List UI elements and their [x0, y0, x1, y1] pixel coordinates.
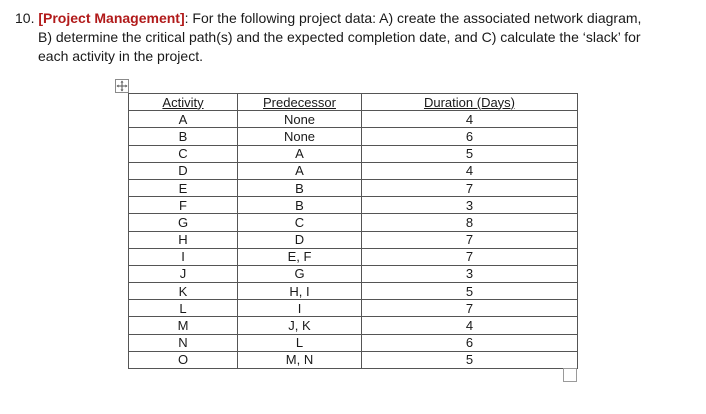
- cell-predecessor: L: [238, 334, 362, 351]
- table-row: [129, 162, 578, 179]
- table-row: [129, 214, 578, 231]
- header-predecessor: Predecessor: [238, 94, 362, 111]
- cell-duration: 5: [362, 351, 578, 368]
- cell-predecessor: B: [238, 197, 362, 214]
- header-duration: Duration (Days): [362, 94, 578, 111]
- cell-predecessor: None: [238, 128, 362, 145]
- cell-predecessor: H, I: [238, 283, 362, 300]
- table-row: [129, 317, 578, 334]
- table-move-handle[interactable]: [115, 79, 129, 93]
- cell-duration: 3: [362, 197, 578, 214]
- cell-predecessor: G: [238, 265, 362, 282]
- cell-duration: 4: [362, 162, 578, 179]
- table-row: [129, 197, 578, 214]
- cell-predecessor: M, N: [238, 351, 362, 368]
- cell-duration: 4: [362, 111, 578, 128]
- cell-predecessor: B: [238, 179, 362, 196]
- header-activity: Activity: [129, 94, 238, 111]
- cell-activity: I: [129, 248, 238, 265]
- question-line-1: [15, 9, 695, 28]
- table-header-row: [129, 94, 578, 111]
- cell-activity: F: [129, 197, 238, 214]
- table-row: [129, 300, 578, 317]
- question-topic: [Project Management]: [38, 10, 185, 26]
- cell-duration: 7: [362, 231, 578, 248]
- cell-activity: E: [129, 179, 238, 196]
- table-row: [129, 179, 578, 196]
- cell-activity: B: [129, 128, 238, 145]
- table-row: [129, 334, 578, 351]
- question-number: 10.: [15, 10, 35, 26]
- question-line-3: each activity in the project.: [38, 48, 203, 64]
- move-icon: [116, 80, 128, 92]
- cell-predecessor: A: [238, 162, 362, 179]
- cell-predecessor: J, K: [238, 317, 362, 334]
- table-row: [129, 111, 578, 128]
- cell-activity: A: [129, 111, 238, 128]
- cell-predecessor: D: [238, 231, 362, 248]
- cell-predecessor: C: [238, 214, 362, 231]
- cell-activity: O: [129, 351, 238, 368]
- cell-duration: 7: [362, 179, 578, 196]
- cell-activity: G: [129, 214, 238, 231]
- cell-duration: 6: [362, 334, 578, 351]
- question-line-1-text: : For the following project data: A) create the associated network diagram,: [184, 10, 642, 26]
- cell-predecessor: E, F: [238, 248, 362, 265]
- cell-activity: K: [129, 283, 238, 300]
- cell-duration: 6: [362, 128, 578, 145]
- table-row: [129, 248, 578, 265]
- cell-activity: J: [129, 265, 238, 282]
- cell-predecessor: None: [238, 111, 362, 128]
- table-resize-handle[interactable]: [563, 368, 577, 382]
- cell-activity: M: [129, 317, 238, 334]
- cell-duration: 3: [362, 265, 578, 282]
- cell-duration: 7: [362, 300, 578, 317]
- cell-duration: 7: [362, 248, 578, 265]
- cell-duration: 5: [362, 283, 578, 300]
- cell-activity: L: [129, 300, 238, 317]
- table-row: [129, 231, 578, 248]
- project-data-table: [128, 93, 578, 369]
- cell-activity: N: [129, 334, 238, 351]
- cell-predecessor: A: [238, 145, 362, 162]
- cell-activity: D: [129, 162, 238, 179]
- cell-predecessor: I: [238, 300, 362, 317]
- cell-duration: 4: [362, 317, 578, 334]
- cell-activity: C: [129, 145, 238, 162]
- cell-activity: H: [129, 231, 238, 248]
- table-row: [129, 128, 578, 145]
- table-row: [129, 265, 578, 282]
- cell-duration: 5: [362, 145, 578, 162]
- table-row: [129, 351, 578, 368]
- cell-duration: 8: [362, 214, 578, 231]
- table-row: [129, 283, 578, 300]
- question-line-2: B) determine the critical path(s) and the expected completion date, and C) calculate the ‘slack’ for: [38, 29, 641, 45]
- question-text: [15, 9, 695, 66]
- table-row: [129, 145, 578, 162]
